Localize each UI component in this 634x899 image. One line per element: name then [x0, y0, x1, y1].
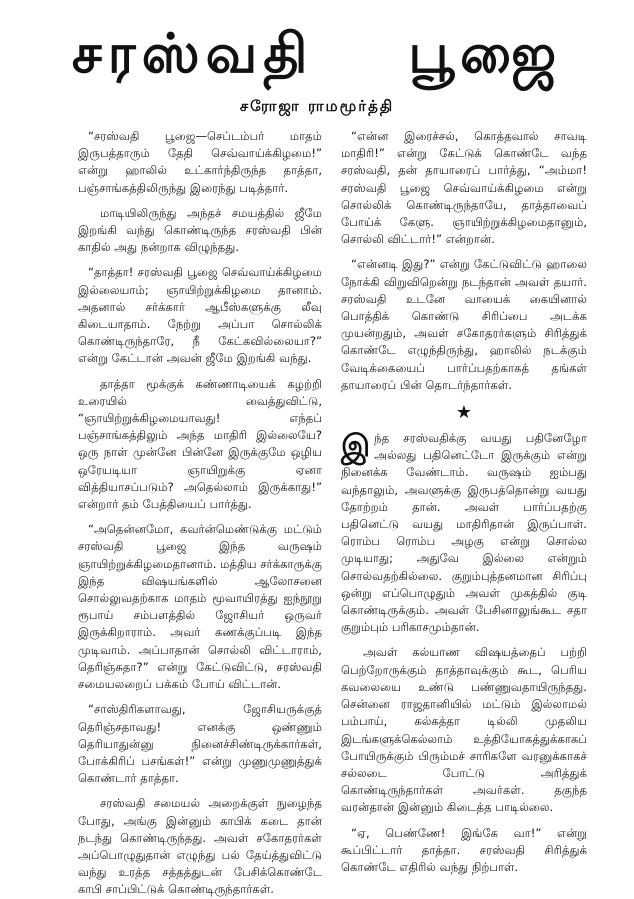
paragraph: மாடியிலிருந்து அந்தச் சமயத்தில் ஜீமே இறங்கி வந்து கொண்டிருந்த சரஸ்வதி பின் காதில் அது நன்றாக விழுந்தது.: [78, 205, 322, 255]
title-word-1: சரஸ்வதி: [71, 21, 314, 85]
paragraph: “சரஸ்வதி பூஜை—செப்டம்பர் மாதம் இருபத்தாரும் தேதி செவ்வாய்க்கிழமை!” என்று ஹாலில் உட்கார்ந்திருந்த தாத்தா, பஞ்சாங்கத்திலிருந்து இரைந்து படித்தார்.: [78, 129, 322, 195]
section-divider-star: ★: [455, 402, 473, 424]
dropcap-letter: இ: [341, 429, 371, 465]
article-title: [0, 18, 634, 88]
paragraph-with-dropcap: [341, 430, 587, 636]
paragraph: “அதென்னமோ, கவர்ன்மெண்டுக்கு மட்டும் சரஸ்வதி பூஜை இந்த வருஷம் ஞாயிற்றுக்கிழமைதானாம். மத்திய சர்க்காருக்கு இந்த விஷயங்களில் ஆலோசனை சொல்லுவதற்காக மாதம் மூவாயிரத்து ஐந்நூறு ரூபாய் சம்பளத்தில் ஜோசியர் ஒருவர் இருக்கிறாராம். அவர் கணக்குப்படி இந்த முடிவாம். அப்பாதான் சொல்லி விட்டாராம், தெரிஞ்சுதா?” என்று கேட்டுவிட்டு, சரஸ்வதி சமையலறைப் பக்கம் போய் விட்டான்.: [78, 522, 322, 692]
paragraph: “சாஸ்திரிகளாவது, ஜோசியருக்குத் தெரிஞ்சதாவது! எனக்கு ஒண்ணும் தெரியாதுன்னு நினைச்சிண்டிருக்கார்கள், போக்கிரிப் பசங்கள்!” என்று முணுமுணுத்துக் கொண்டார் தாத்தா.: [78, 702, 322, 786]
author-byline: சரோஜா ராமமூர்த்தி: [239, 97, 395, 115]
title-word-2: பூஜை: [408, 21, 563, 85]
paragraph: “என்ன இரைச்சல், கொத்தவால் சாவடி மாதிரி!” என்று கேட்டுக் கொண்டே வந்த சரஸ்வதி, தன் தாயாரைப் பார்த்து, “அம்மா! சரஸ்வதி பூஜை செவ்வாய்க்கிழமை என்று சொல்லிக் கொண்டிருந்தாயே, தாத்தாவைப் போய்க் கேளு. ஞாயிற்றுக்கிழமைதானும், சொல்லி விட்டார்!” என்றான்.: [341, 129, 587, 247]
paragraph: தாத்தா மூக்குக் கண்ணாடியைக் கழற்றி உரையில் வைத்துவிட்டு, “ஞாயிற்றுக்கிழமையாவது! எந்தப் பஞ்சாங்கத்திலும் அந்த மாதிரி இல்லையே? ஒரு நாள் முன்னே பின்னே இருக்குமே ஒழிய ஒரேயடியா ஞாயிறுக்கு ஏனா வித்தியாசப்படும்? அதெல்லாம் இருக்காது!” என்றார் தம் பேத்தியைப் பார்த்து.: [78, 376, 322, 512]
paragraph: “தாத்தா! சரஸ்வதி பூஜை செவ்வாய்க்கிழமை இல்லையாம்; ஞாயிற்றுக்கிழமை தானாம். அதனால் சர்க்கார் ஆபீஸ்களுக்கு லீவு கிடையாதாம். நேற்று அப்பா சொல்லிக் கொண்டிருந்தாரே, நீ கேட்கவில்லையா?” என்று கேட்டான் அவன் ஜீமே இறங்கி வந்து.: [78, 265, 322, 366]
paragraph: “ஏ, பெண்ணே! இங்கே வா!” என்று கூப்பிட்டார் தாத்தா. சரஸ்வதி சிரித்துக் கொண்டே எதிரில் வந்து நிற்பாள்.: [341, 825, 587, 874]
right-column: [341, 128, 587, 874]
paragraph-text: ந்த சரஸ்வதிக்கு வயது பதினேழோ அல்லது பதினெட்டோ இருக்கும் என்று நினைக்க வேண்டாம். வருஷம் ஐம்பது வந்தாலும், அவளுக்கு இருபத்தொன்று வயது தோற்றம் தான். அவள் பார்ப்பதற்கு பதினெட்டு வயது மாதிரிதான் இருப்பாள். ரொம்ப ரொம்ப அழகு என்று சொல்ல முடியாது; அதுவே இல்லை என்றும் சொல்வதற்கில்லை. குறும்புத்தனமான சிரிப்பு ஒன்று எப்பொழுதும் அவள் முகத்தில் குடி கொண்டிருக்கும். அவள் பேசினாலுங்கூட சதா குறும்பும் பரிகாசமும்தான்.: [341, 431, 587, 635]
paragraph: சரஸ்வதி சமையல் அறைக்குள் நுழைந்த போது, அங்கு இன்னும் காபிக் கடை தான் நடந்து கொண்டிருந்தது. அவள் சகோதரர்கள் அப்பொழுதுதான் எழுந்து பல் தேய்த்துவிட்டு வந்து உரத்த சத்தத்துடன் பேசிக்கொண்டே காபி சாப்பிட்டுக் கொண்டிருந்தார்கள்.: [78, 796, 322, 897]
left-column: [78, 128, 322, 897]
paragraph: “என்னடி இது?” என்று கேட்டுவிட்டு ஹாலை நோக்கி விறுவிறென்று நடந்தான் அவள் தயார். சரஸ்வதி உடனே வாயைக் கையினால் பொத்திக் கொண்டு சிரிப்பை அடக்க முயன்றதும், அவள் சகோதரர்களும் சிரித்துக் கொண்டே எழுந்திருந்து, ஹாலில் நடக்கும் வேடிக்கையைப் பார்ப்பதற்காகத் தங்கள் தாயாரைப் பின் தொடர்ந்தார்கள்.: [341, 257, 587, 392]
paragraph: அவள் கல்யாண விஷயத்தைப் பற்றி பெற்றோருக்கும் தாத்தாவுக்கும் கூட, பெரிய கவலையை உண்டு பண்ணுவதாயிருந்தது. சென்னை ராஜதானியில் மட்டும் இல்லாமல் பம்பாய், கல்கத்தா டில்லி முதலிய இடங்களுக்கெல்லாம் உத்தியோகத்துக்காகப் போயிருக்கும் பிரும்மச் சாரிகளே வரனுக்காகச் சல்லடை போட்டு அரித்துக் கொண்டிருந்தார்கள் அவர்கள். தகுந்த வரன்தான் இன்னும் கிடைத்த பாடில்லை.: [341, 645, 587, 815]
